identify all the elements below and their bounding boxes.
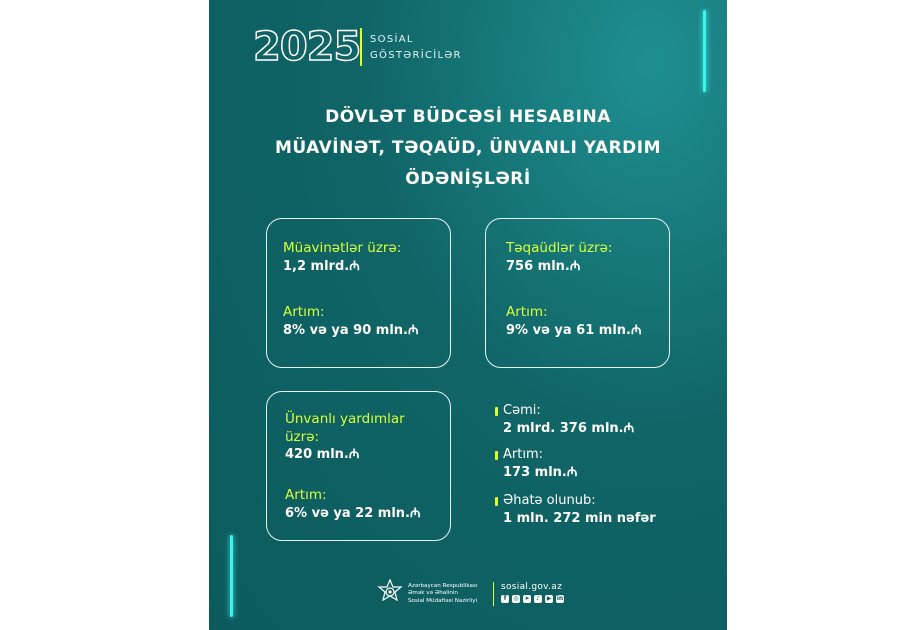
growth-label: Artım:	[503, 447, 543, 462]
title-line2: MÜAVİNƏT, TƏQAÜD, ÜNVANLI YARDIM	[274, 138, 662, 158]
scholarships-card	[485, 218, 670, 368]
youtube-icon[interactable]: ▶	[546, 595, 552, 602]
title-line1: DÖVLƏT BÜDCƏSİ HESABINA	[325, 107, 611, 127]
coverage-bullet	[495, 497, 498, 506]
decorative-glow-line-top	[703, 10, 706, 92]
ministry-name	[408, 583, 477, 605]
targeted-aid-growth-value: 6% və ya 22 mln.₼	[285, 506, 421, 521]
benefits-growth-value: 8% və ya 90 mln.₼	[283, 323, 419, 338]
targeted-aid-card	[266, 391, 451, 541]
decorative-glow-line-bottom	[230, 535, 233, 617]
facebook-icon[interactable]: f	[501, 595, 509, 603]
benefits-card	[266, 218, 451, 368]
scholarships-growth-value: 9% və ya 61 mln.₼	[506, 323, 642, 338]
targeted-aid-label-line1: Ünvanlı yardımlar	[285, 411, 405, 427]
linkedin-icon[interactable]: in	[556, 595, 564, 602]
scholarships-value: 756 mln.₼	[506, 259, 581, 274]
ministry-name-line2: Əmək və Əhalinin	[408, 590, 458, 597]
ministry-name-line3: Sosial Müdafiəsi Nazirliyi	[408, 597, 478, 604]
social-icons	[501, 595, 564, 603]
coverage-label: Əhatə olunub:	[503, 493, 596, 508]
header-subtitle-line1: SOSİAL	[370, 34, 414, 45]
total-value: 2 mlrd. 376 mln.₼	[503, 421, 635, 436]
ministry-emblem-icon	[375, 578, 405, 608]
benefits-label: Müavinətlər üzrə:	[283, 240, 402, 256]
targeted-aid-growth-label: Artım:	[285, 487, 327, 503]
footer-divider	[493, 582, 494, 606]
page-title	[209, 102, 727, 195]
benefits-growth-label: Artım:	[283, 304, 325, 320]
coverage-value: 1 mln. 272 min nəfər	[503, 511, 656, 526]
targeted-aid-label	[285, 410, 405, 446]
telegram-icon[interactable]: ➤	[524, 595, 530, 602]
title-line3: ÖDƏNİŞLƏRİ	[405, 169, 531, 189]
benefits-value: 1,2 mlrd.₼	[283, 259, 360, 274]
targeted-aid-value: 420 mln.₼	[285, 447, 360, 462]
header-subtitle	[370, 32, 462, 64]
ministry-name-line1: Azərbaycan Respublikası	[408, 583, 478, 589]
tiktok-icon[interactable]: ♪	[534, 595, 542, 603]
year-divider	[360, 28, 362, 66]
total-label: Cəmi:	[503, 403, 541, 418]
header-subtitle-line2: GÖSTƏRİCİLƏR	[370, 50, 462, 61]
total-bullet	[495, 407, 498, 416]
scholarships-label: Təqaüdlər üzrə:	[506, 240, 613, 256]
website-link[interactable]: sosial.gov.az	[501, 582, 563, 592]
year-heading: 2025	[253, 24, 361, 70]
instagram-icon[interactable]: ◎	[513, 595, 519, 602]
scholarships-growth-label: Artım:	[506, 304, 548, 320]
growth-value: 173 mln.₼	[503, 465, 578, 480]
growth-bullet	[495, 451, 498, 460]
targeted-aid-label-line2: üzrə:	[285, 429, 320, 445]
infographic-poster	[209, 0, 727, 630]
